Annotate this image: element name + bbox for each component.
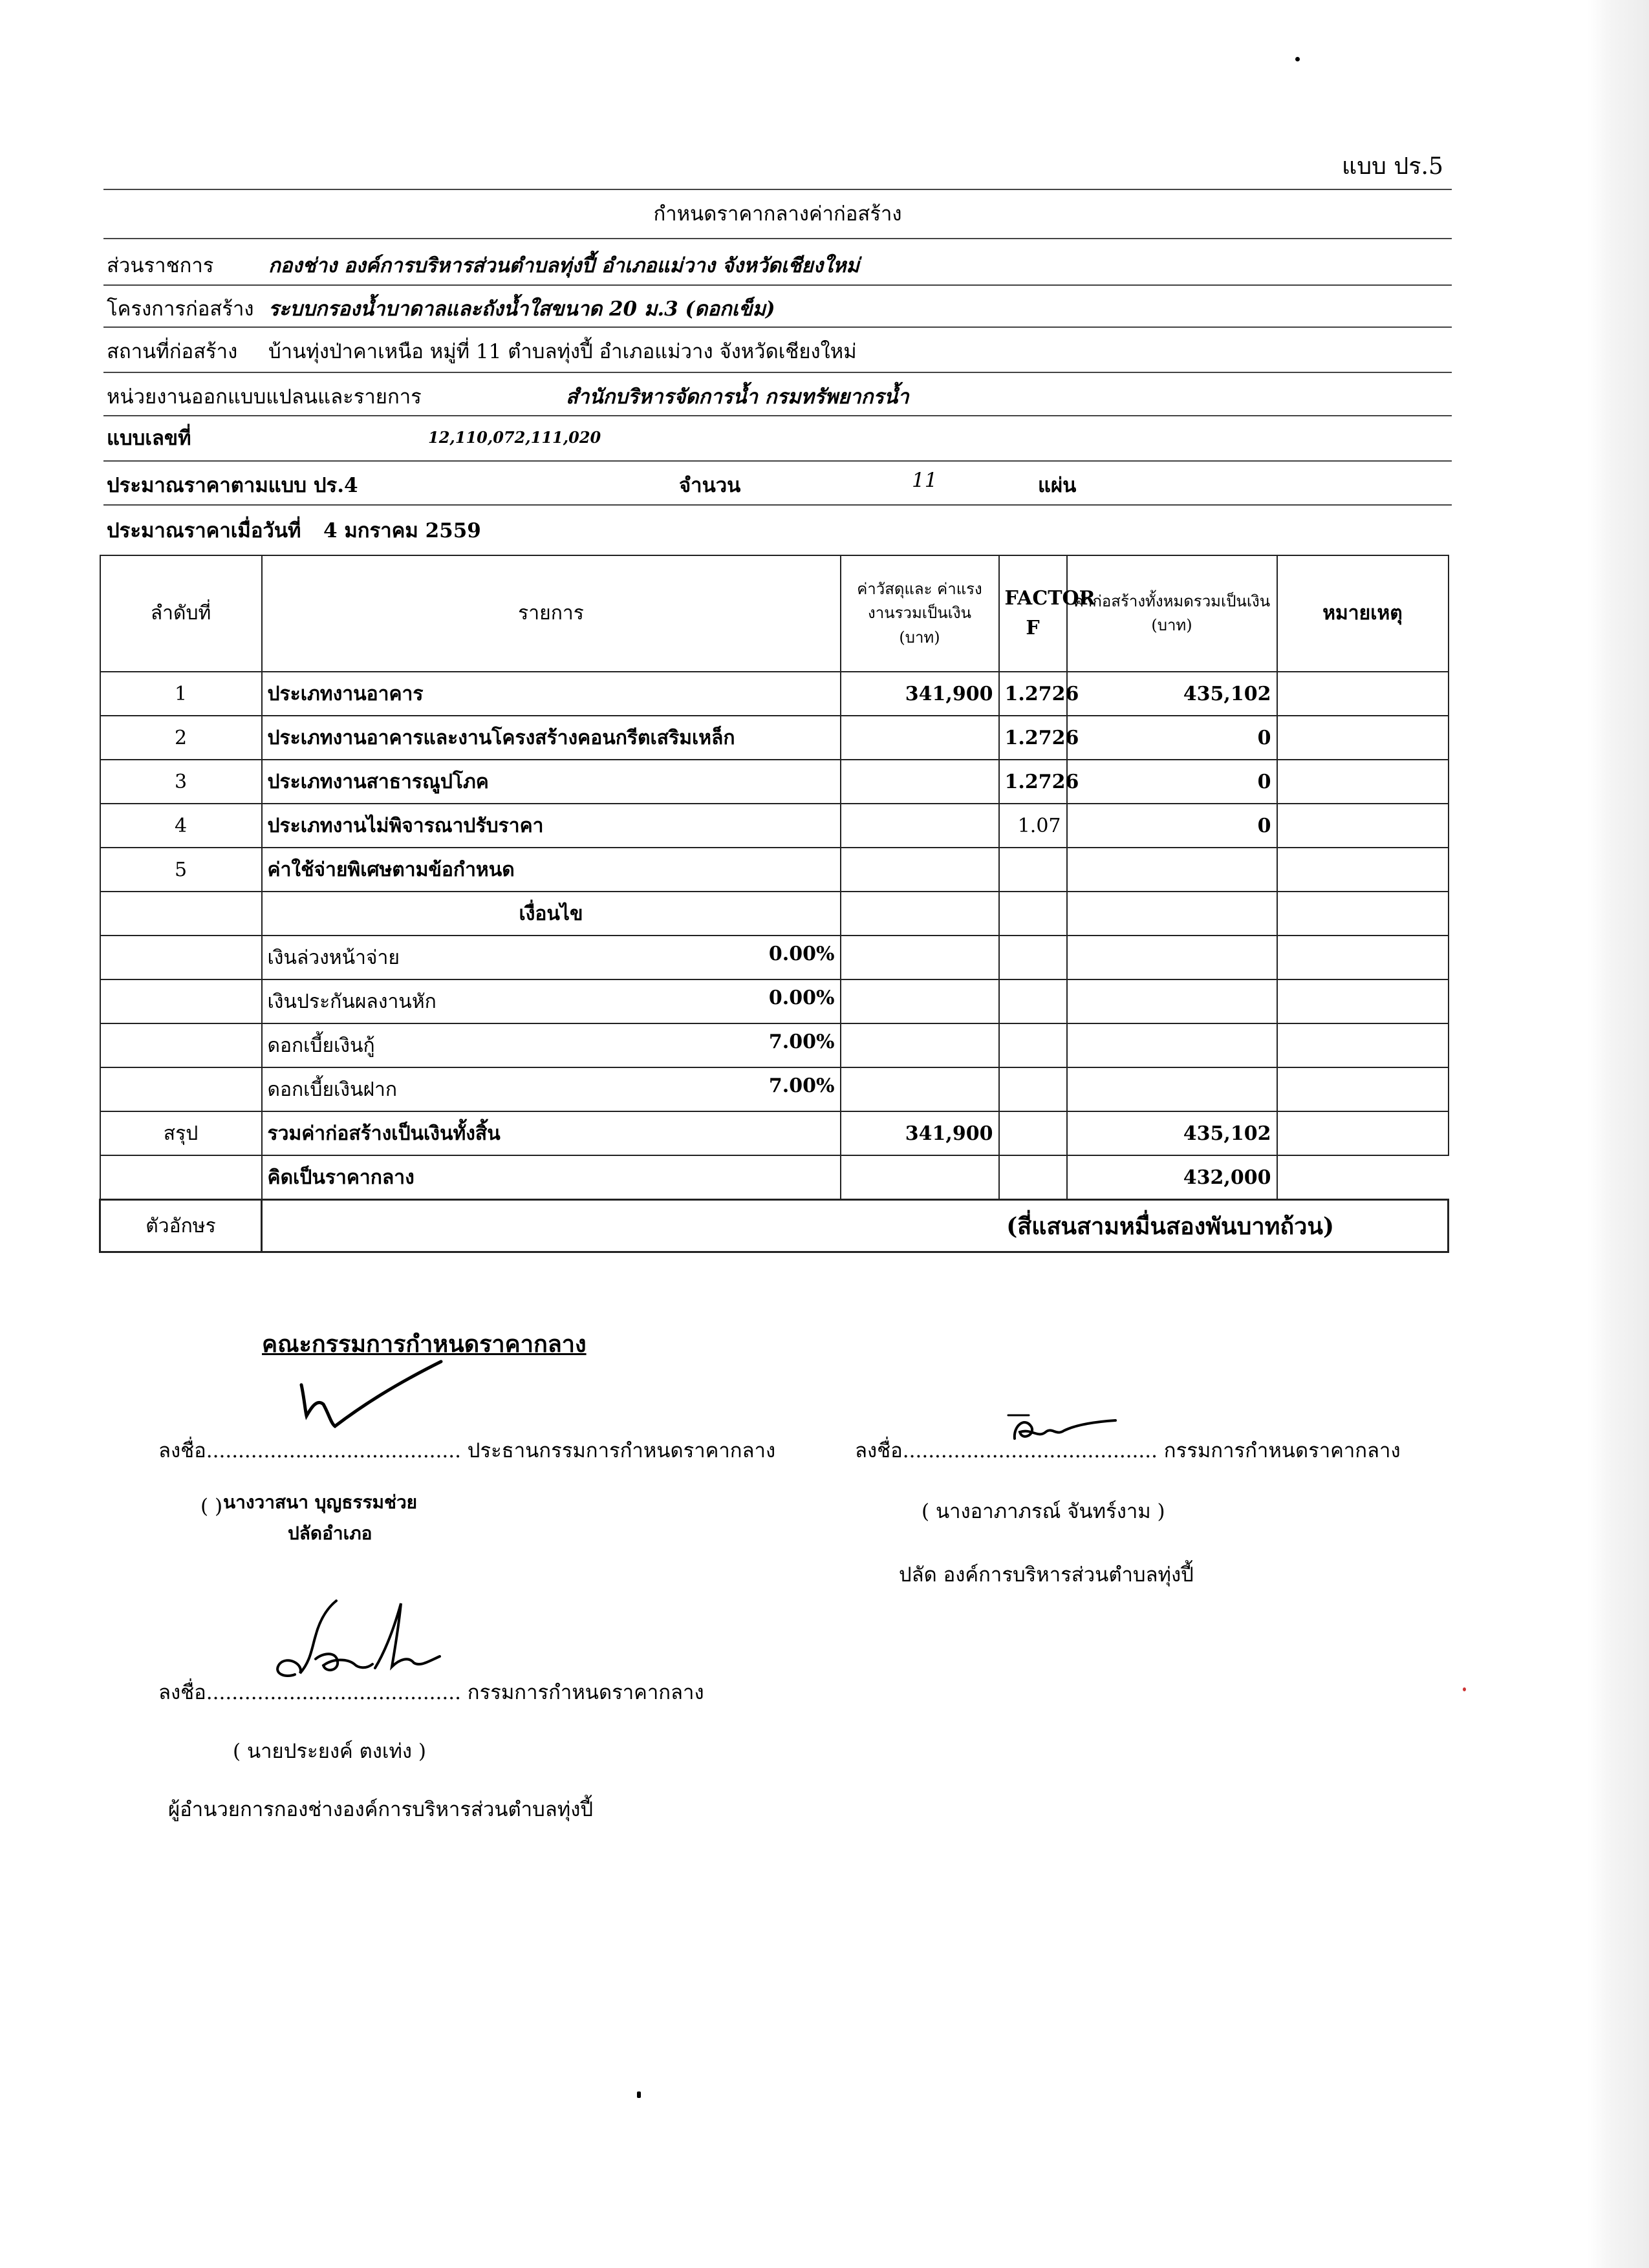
condition-percent: 7.00% (768, 1030, 835, 1053)
plan-number-value: 12,110,072,111,020 (428, 428, 601, 447)
condition-label: เงินล่วงหน้าจ่าย (267, 946, 400, 969)
condition-label: ดอกเบี้ยเงินกู้ (267, 1034, 375, 1057)
signature-line-committee-3: ลงชื่อ........................................ กรรมการกำหนดราคากลาง (158, 1681, 704, 1704)
condition-cell (262, 979, 841, 1023)
table-row (100, 672, 1449, 716)
row-factor: 1.2726 (999, 716, 1067, 760)
condition-row (100, 979, 1449, 1023)
summary-total: 435,102 (1067, 1111, 1277, 1155)
cost-table (99, 555, 1449, 1253)
median-price-value: 432,000 (1067, 1155, 1277, 1200)
summary-label: สรุป (100, 1111, 262, 1155)
header-factor: FACTOR F (999, 555, 1067, 672)
condition-row (100, 1023, 1449, 1067)
divider (103, 415, 1452, 416)
committee-heading: คณะกรรมการกำหนดราคากลาง (262, 1331, 587, 1358)
condition-cell (262, 1023, 841, 1067)
row-remark (1277, 848, 1449, 892)
row-cost (841, 716, 999, 760)
table-row (100, 760, 1449, 804)
median-price-row (100, 1155, 1449, 1200)
row-no: 3 (100, 760, 262, 804)
row-no: 1 (100, 672, 262, 716)
estimate-date-label: ประมาณราคาเมื่อวันที่ (107, 519, 301, 542)
row-remark (1277, 760, 1449, 804)
condition-percent: 7.00% (768, 1074, 835, 1097)
row-item: ประเภทงานสาธารณูปโภค (262, 760, 841, 804)
page-edge-shadow (1588, 0, 1649, 2268)
table-row (100, 804, 1449, 848)
scan-speck (1463, 1687, 1466, 1691)
divider (103, 284, 1452, 286)
project-value: ระบบกรองน้ำบาดาลและถังน้ำใสขนาด 20 ม.3 (ดอกเข็ม) (268, 297, 775, 321)
row-cost: 341,900 (841, 672, 999, 716)
header-total: ค่าก่อสร้างทั้งหมดรวมเป็นเงิน (บาท) (1067, 555, 1277, 672)
condition-cell (262, 1067, 841, 1111)
row-factor (999, 848, 1067, 892)
conditions-heading-row (100, 892, 1449, 936)
agency-value: กองช่าง องค์การบริหารส่วนตำบลทุ่งปี้ อำเภอแม่วาง จังหวัดเชียงใหม่ (268, 254, 859, 277)
plan-number-label: แบบเลขที่ (107, 427, 191, 450)
amount-in-words-value: (สี่แสนสามหมื่นสองพันบาทถ้วน) (262, 1200, 1449, 1252)
row-total: 0 (1067, 804, 1277, 848)
row-item: ค่าใช้จ่ายพิเศษตามข้อกำหนด (262, 848, 841, 892)
table-row (100, 716, 1449, 760)
row-cost (841, 848, 999, 892)
amount-in-words-label: ตัวอักษร (100, 1200, 262, 1252)
row-cost (841, 804, 999, 848)
condition-row (100, 1067, 1449, 1111)
designer-value: สำนักบริหารจัดการน้ำ กรมทรัพยากรน้ำ (566, 385, 909, 409)
row-factor: 1.2726 (999, 672, 1067, 716)
site-value: บ้านทุ่งป่าคาเหนือ หมู่ที่ 11 ตำบลทุ่งปี้ อำเภอแม่วาง จังหวัดเชียงใหม่ (268, 340, 857, 363)
estimate-label: ประมาณราคาตามแบบ ปร.4 (107, 474, 358, 497)
row-cost (841, 760, 999, 804)
committee-2-name: ( นางอาภาภรณ์ จันทร์งาม ) (921, 1500, 1165, 1523)
row-total: 435,102 (1067, 672, 1277, 716)
divider (103, 238, 1452, 239)
header-no: ลำดับที่ (100, 555, 262, 672)
summary-row (100, 1111, 1449, 1155)
row-no: 5 (100, 848, 262, 892)
project-label: โครงการก่อสร้าง (107, 297, 254, 321)
condition-label: ดอกเบี้ยเงินฝาก (267, 1078, 398, 1101)
row-factor: 1.2726 (999, 760, 1067, 804)
committee-3-title: ผู้อำนวยการกองช่างองค์การบริหารส่วนตำบลทุ่งปี้ (168, 1798, 594, 1821)
signature-1 (297, 1351, 453, 1435)
row-item: ประเภทงานอาคารและงานโครงสร้างคอนกรีตเสริมเหล็ก (262, 716, 841, 760)
divider (103, 326, 1452, 328)
header-remark: หมายเหตุ (1277, 555, 1449, 672)
divider (103, 189, 1452, 190)
row-total (1067, 848, 1277, 892)
chairman-stamp-name: นางวาสนา บุญธรรมช่วย (223, 1492, 418, 1513)
median-price-label: คิดเป็นราคากลาง (262, 1155, 841, 1200)
row-total: 0 (1067, 760, 1277, 804)
row-no: 2 (100, 716, 262, 760)
agency-label: ส่วนราชการ (107, 254, 214, 277)
table-row (100, 848, 1449, 892)
count-label: จำนวน (679, 474, 741, 497)
row-factor: 1.07 (999, 804, 1067, 848)
condition-percent: 0.00% (768, 942, 835, 965)
amount-in-words-row (100, 1200, 1449, 1252)
row-remark (1277, 804, 1449, 848)
condition-cell (262, 936, 841, 979)
divider (103, 372, 1452, 373)
designer-label: หน่วยงานออกแบบแปลนและรายการ (107, 385, 422, 409)
form-code: แบบ ปร.5 (1342, 153, 1443, 180)
condition-row (100, 936, 1449, 979)
table-header-row (100, 555, 1449, 672)
signature-line-chairman: ลงชื่อ........................................ ประธานกรรมการกำหนดราคากลาง (158, 1439, 776, 1462)
scan-speck (637, 2091, 641, 2098)
sheet-label: แผ่น (1038, 474, 1077, 497)
conditions-heading: เงื่อนไข (262, 892, 841, 936)
committee-3-name: ( นายประยงค์ ตงเท่ง ) (233, 1740, 426, 1763)
condition-label: เงินประกันผลงานหัก (267, 990, 436, 1013)
row-item: ประเภทงานอาคาร (262, 672, 841, 716)
summary-cost: 341,900 (841, 1111, 999, 1155)
row-remark (1277, 672, 1449, 716)
site-label: สถานที่ก่อสร้าง (107, 340, 238, 363)
committee-2-title: ปลัด องค์การบริหารส่วนตำบลทุ่งปี้ (899, 1563, 1194, 1587)
row-remark (1277, 716, 1449, 760)
divider (103, 460, 1452, 462)
row-no: 4 (100, 804, 262, 848)
scan-speck (1295, 57, 1300, 61)
chairman-name-brackets: ( ) (200, 1495, 223, 1518)
summary-item: รวมค่าก่อสร้างเป็นเงินทั้งสิ้น (262, 1111, 841, 1155)
row-item: ประเภทงานไม่พิจารณาปรับราคา (262, 804, 841, 848)
header-item: รายการ (262, 555, 841, 672)
divider (103, 504, 1452, 506)
header-material-labor: ค่าวัสดุและ ค่าแรงงานรวมเป็นเงิน (บาท) (841, 555, 999, 672)
row-total: 0 (1067, 716, 1277, 760)
chairman-stamp-title: ปลัดอำเภอ (288, 1523, 372, 1544)
condition-percent: 0.00% (768, 986, 835, 1009)
count-value: 11 (912, 469, 938, 492)
document-title: กำหนดราคากลางค่าก่อสร้าง (653, 202, 902, 226)
estimate-date-value: 4 มกราคม 2559 (323, 519, 481, 542)
signature-line-committee-2: ลงชื่อ........................................ กรรมการกำหนดราคากลาง (855, 1439, 1401, 1462)
